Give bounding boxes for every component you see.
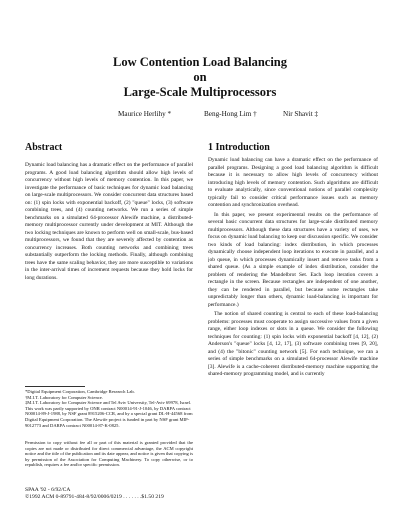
abstract-body — [25, 162, 193, 380]
footnote-1: *Digital Equipment Corporation, Cambridge Research Lab. — [25, 389, 135, 394]
footnote-funding: This work was partly supported by ONR contract N00014-91-J-1046, by DARPA contract N00014-89-J-1988, by NSF grant 8915206-CCR, and by a special grant DL-H-44568 from Digital Equipment Corporation. The Alewife project is funded in part by NSF grant MIP-9012773 and DARPA contract N00014-87-K-0825. — [25, 405, 193, 428]
footer-venue: SPAA '92 - 6/92/CA — [25, 487, 71, 493]
paper-title-line-1: Low Contention Load Balancing — [113, 55, 287, 69]
permission-notice: Permission to copy without fee all or part of this material is granted provided that the copies are not made or distributed for direct commercial advantage, the ACM copyright notice and the title of the publication and its date appear, and notice is given that copying is by permission of the Association for Computing Machinery. To copy otherwise, or to republish, requires a fee and/or specific permission. — [25, 440, 193, 467]
introduction-body — [208, 157, 378, 504]
abstract-heading: Abstract — [25, 142, 63, 153]
author-shavit: Nir Shavit ‡ — [283, 110, 319, 118]
conference-footer — [25, 487, 195, 501]
intro-paragraph-3: The notion of shared counting is central to each of these load-balancing problems: processes must cooperate to assign successive values from a given range, either loop indexes or slots in a queue. We consider the following techniques for counting: (1) spin locks with exponential backoff [4, 12], (2) Anderson's "queue" locks [4, 12, 17], (3) software combining trees [9, 20], and (4) the "bitonic" counting network [5]. For each technique, we ran a series of simple benchmarks on a simulated 64-processor Alewife machine [3]. Alewife is a cache-coherent distributed-memory machine supporting the shared-memory programming model, and is currently — [208, 311, 378, 377]
footnote-2: †M.I.T. Laboratory for Computer Science. — [25, 394, 103, 400]
author-lim: Beng-Hong Lim † — [204, 110, 257, 118]
footer-copyright: ©1992 ACM 0-89791-484-8/92/0006/0219 . . . . . . .$1.50 219 — [25, 494, 164, 500]
intro-paragraph-1: Dynamic load balancing can have a dramatic effect on the performance of parallel programs. Designing a good load balancing algorithm is difficult because it is necessary to allow high levels of concurrency without introducing high levels of memory contention. Such algorithms are difficult to evaluate analytically, since conventional notions of parallel complexity typically fail to consider critical performance issues such as memory contention and synchronization overhead. — [208, 157, 378, 208]
abstract-paragraph: Dynamic load balancing has a dramatic effect on the performance of parallel programs. A good load balancing algorithm should allow high levels of concurrency without high levels of memory contention. In this paper, we investigate the performance of basic techniques for dynamic load balancing on large-scale multiprocessors. We consider concurrent data structures based on: (1) spin locks with exponential backoff, (2) "queue" locks, (3) software combining trees, and (4) counting networks. We run a series of simple benchmarks on a simulated 64-processor Alewife machine, a distributed-memory multiprocessor currently under development at MIT. Although the two locking techniques are known to perform well on small-scale, bus-based multiprocessors, we found that they are severely affected by contention as concurrency increases. Both counting networks and combining trees substantially outperform the locking methods. Finally, although combining trees have the same scaling behavior, they are more susceptible to variations in the inter-arrival times of increment requests because they hold locks for long durations. — [25, 162, 193, 281]
footnote-rule — [25, 386, 85, 387]
author-herlihy: Maurice Herlihy * — [118, 110, 172, 118]
introduction-heading: 1 Introduction — [208, 142, 270, 153]
paper-title-line-3: Large-Scale Multiprocessors — [123, 85, 277, 99]
footnotes — [25, 389, 193, 433]
intro-paragraph-2: In this paper, we present experimental results on the performance of several basic concurrent data structures for large-scale distributed memory multiprocessors. Although these data structures have a variety of uses, we focus on dynamic load balancing to keep our discussion specific. We consider two kinds of load balancing: index distribution, in which processes dynamically choose independent loop iterations to execute in parallel, and a job queue, in which processes dynamically insert and remove tasks from a shared queue. (As a simple example of index distribution, consider the problem of rendering the Mandelbrot Set. Each loop iteration covers a rectangle in the screen. Because rectangles are independent of one another, they can be rendered in parallel, but because some rectangles take unpredictably longer than others, dynamic load-balancing is important for performance.) — [208, 211, 378, 308]
author-list — [0, 110, 400, 120]
footnote-3: ‡M.I.T. Laboratory for Computer Science and Tel Aviv University, Tel-Aviv 69978, Israel. — [25, 400, 192, 406]
paper-title-line-2: on — [193, 70, 207, 84]
